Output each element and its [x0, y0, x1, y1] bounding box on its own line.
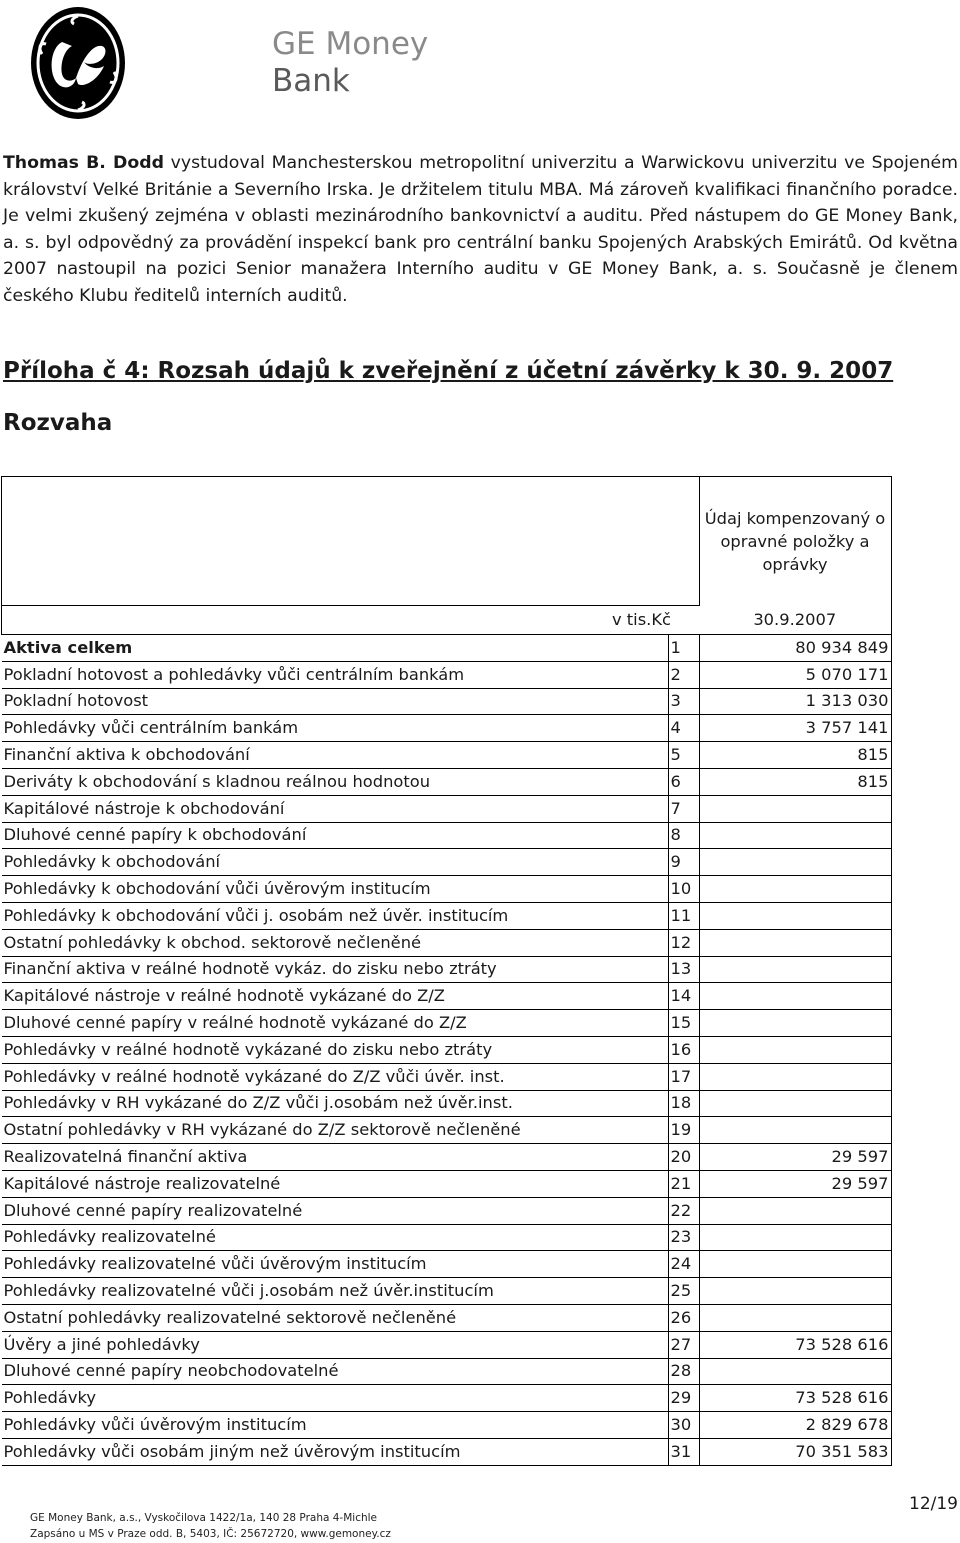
row-label: Pohledávky k obchodování vůči j. osobám než úvěr. institucím	[2, 902, 669, 929]
row-label: Ostatní pohledávky v RH vykázané do Z/Z sektorově nečleněné	[2, 1117, 669, 1144]
table-row	[2, 1331, 892, 1358]
table-row	[2, 876, 892, 903]
row-value	[699, 1304, 891, 1331]
row-number: 28	[668, 1358, 699, 1385]
row-label: Pohledávky v reálné hodnotě vykázané do Z/Z vůči úvěr. inst.	[2, 1063, 669, 1090]
section-heading: Rozvaha	[3, 410, 113, 436]
row-number: 22	[668, 1197, 699, 1224]
row-label: Pohledávky realizovatelné vůči úvěrovým institucím	[2, 1251, 669, 1278]
row-number: 1	[668, 635, 699, 662]
row-number: 27	[668, 1331, 699, 1358]
row-label: Finanční aktiva v reálné hodnotě vykáz. do zisku nebo ztráty	[2, 956, 669, 983]
table-row	[2, 1385, 892, 1412]
row-label: Kapitálové nástroje realizovatelné	[2, 1170, 669, 1197]
row-number: 2	[668, 661, 699, 688]
row-label: Pohledávky vůči centrálním bankám	[2, 715, 669, 742]
table-row	[2, 795, 892, 822]
intro-text: vystudoval Manchesterskou metropolitní univerzitu a Warwickovu univerzitu ve Spojeném království Velké Británie a Severního Irska. Je držitelem titulu MBA. Má zároveň kvalifikaci finančního poradce. Je velmi zkušený zejména v oblasti mezinárodního bankovnictví a auditu. Před nástupem do GE Money Bank, a. s. byl odpovědný za provádění inspekcí bank pro centrální banku Spojených Arabských Emirátů. Od května 2007 nastoupil na pozici Senior manažera Interního auditu v GE Money Bank, a. s. Současně je členem českého Klubu ředitelů interních auditů.	[3, 153, 958, 306]
table-unit-row	[2, 606, 892, 635]
table-row	[2, 849, 892, 876]
table-row	[2, 1036, 892, 1063]
row-label: Pohledávky vůči úvěrovým institucím	[2, 1412, 669, 1439]
row-label: Pokladní hotovost a pohledávky vůči centrálním bankám	[2, 661, 669, 688]
row-label: Dluhové cenné papíry v reálné hodnotě vykázané do Z/Z	[2, 1010, 669, 1037]
brand-line-2: Bank	[272, 63, 350, 99]
table-header-row	[2, 477, 892, 606]
row-number: 25	[668, 1278, 699, 1305]
table-row	[2, 822, 892, 849]
table-row	[2, 1251, 892, 1278]
row-value	[699, 1224, 891, 1251]
row-label: Pohledávky k obchodování	[2, 849, 669, 876]
row-value	[699, 902, 891, 929]
row-value	[699, 1197, 891, 1224]
row-label: Pohledávky realizovatelné vůči j.osobám než úvěr.institucím	[2, 1278, 669, 1305]
row-number: 4	[668, 715, 699, 742]
row-number: 15	[668, 1010, 699, 1037]
table-row	[2, 1197, 892, 1224]
row-value: 5 070 171	[699, 661, 891, 688]
row-value: 815	[699, 768, 891, 795]
row-number: 11	[668, 902, 699, 929]
row-label: Finanční aktiva k obchodování	[2, 742, 669, 769]
row-label: Kapitálové nástroje k obchodování	[2, 795, 669, 822]
appendix-heading: Příloha č 4: Rozsah údajů k zveřejnění z účetní závěrky k 30. 9. 2007	[3, 358, 894, 384]
table-row	[2, 1090, 892, 1117]
row-value	[699, 1358, 891, 1385]
row-label: Pohledávky vůči osobám jiným než úvěrovým institucím	[2, 1438, 669, 1465]
row-number: 17	[668, 1063, 699, 1090]
row-number: 16	[668, 1036, 699, 1063]
brand-line-1: GE Money	[272, 26, 429, 62]
row-number: 13	[668, 956, 699, 983]
row-label: Aktiva celkem	[2, 635, 669, 662]
row-number: 6	[668, 768, 699, 795]
table-row	[2, 1117, 892, 1144]
table-row	[2, 1412, 892, 1439]
row-number: 30	[668, 1412, 699, 1439]
table-row	[2, 983, 892, 1010]
table-row	[2, 1063, 892, 1090]
intro-paragraph	[3, 150, 958, 309]
table-row	[2, 688, 892, 715]
row-number: 21	[668, 1170, 699, 1197]
row-value: 1 313 030	[699, 688, 891, 715]
row-number: 10	[668, 876, 699, 903]
table-row	[2, 929, 892, 956]
row-number: 23	[668, 1224, 699, 1251]
table-row	[2, 635, 892, 662]
row-value: 815	[699, 742, 891, 769]
date-label: 30.9.2007	[699, 606, 891, 635]
page-number: 12/19	[909, 1494, 958, 1514]
row-label: Pokladní hotovost	[2, 688, 669, 715]
row-value	[699, 1117, 891, 1144]
row-number: 9	[668, 849, 699, 876]
row-number: 8	[668, 822, 699, 849]
row-number: 24	[668, 1251, 699, 1278]
row-value	[699, 822, 891, 849]
row-number: 19	[668, 1117, 699, 1144]
row-value	[699, 956, 891, 983]
footer-registration: Zapsáno u MS v Praze odd. B, 5403, IČ: 25672720, www.gemoney.cz	[30, 1528, 391, 1540]
row-number: 7	[668, 795, 699, 822]
row-value	[699, 1278, 891, 1305]
row-number: 18	[668, 1090, 699, 1117]
row-value: 70 351 583	[699, 1438, 891, 1465]
row-value	[699, 1036, 891, 1063]
row-value	[699, 983, 891, 1010]
row-number: 5	[668, 742, 699, 769]
row-label: Dluhové cenné papíry neobchodovatelné	[2, 1358, 669, 1385]
table-row	[2, 1304, 892, 1331]
intro-name: Thomas B. Dodd	[3, 153, 164, 173]
row-label: Dluhové cenné papíry k obchodování	[2, 822, 669, 849]
row-value: 29 597	[699, 1144, 891, 1171]
row-number: 29	[668, 1385, 699, 1412]
row-label: Ostatní pohledávky k obchod. sektorově nečleněné	[2, 929, 669, 956]
row-label: Kapitálové nástroje v reálné hodnotě vykázané do Z/Z	[2, 983, 669, 1010]
table-row	[2, 956, 892, 983]
table-row	[2, 742, 892, 769]
row-number: 14	[668, 983, 699, 1010]
row-value	[699, 876, 891, 903]
row-value: 80 934 849	[699, 635, 891, 662]
row-value	[699, 1063, 891, 1090]
row-number: 31	[668, 1438, 699, 1465]
row-value: 3 757 141	[699, 715, 891, 742]
row-value	[699, 929, 891, 956]
table-row	[2, 715, 892, 742]
header-value-label: Údaj kompenzovaný o opravné položky a oprávky	[699, 477, 891, 606]
table-row	[2, 1358, 892, 1385]
footer-address: GE Money Bank, a.s., Vyskočilova 1422/1a, 140 28 Praha 4-Michle	[30, 1512, 377, 1524]
table-row	[2, 1144, 892, 1171]
row-value: 2 829 678	[699, 1412, 891, 1439]
row-value	[699, 1251, 891, 1278]
table-row	[2, 1010, 892, 1037]
row-number: 26	[668, 1304, 699, 1331]
table-row	[2, 1224, 892, 1251]
row-label: Deriváty k obchodování s kladnou reálnou hodnotou	[2, 768, 669, 795]
footer	[30, 1510, 391, 1542]
row-label: Pohledávky v RH vykázané do Z/Z vůči j.osobám než úvěr.inst.	[2, 1090, 669, 1117]
row-value	[699, 849, 891, 876]
header-empty-cell	[2, 477, 700, 606]
row-label: Ostatní pohledávky realizovatelné sektorově nečleněné	[2, 1304, 669, 1331]
row-label: Pohledávky v reálné hodnotě vykázané do zisku nebo ztráty	[2, 1036, 669, 1063]
table-row	[2, 768, 892, 795]
row-label: Pohledávky realizovatelné	[2, 1224, 669, 1251]
row-value	[699, 1090, 891, 1117]
table-row	[2, 1170, 892, 1197]
row-label: Pohledávky	[2, 1385, 669, 1412]
row-value: 73 528 616	[699, 1385, 891, 1412]
table-row	[2, 661, 892, 688]
brand-name	[272, 26, 428, 100]
row-label: Dluhové cenné papíry realizovatelné	[2, 1197, 669, 1224]
row-number: 20	[668, 1144, 699, 1171]
row-number: 3	[668, 688, 699, 715]
row-value	[699, 1010, 891, 1037]
row-value	[699, 795, 891, 822]
table-row	[2, 1438, 892, 1465]
row-label: Úvěry a jiné pohledávky	[2, 1331, 669, 1358]
ge-logo-icon	[28, 4, 128, 122]
balance-sheet-table	[1, 476, 892, 1466]
row-number: 12	[668, 929, 699, 956]
table-row	[2, 1278, 892, 1305]
row-value: 73 528 616	[699, 1331, 891, 1358]
row-value: 29 597	[699, 1170, 891, 1197]
unit-label: v tis.Kč	[2, 606, 700, 635]
row-label: Pohledávky k obchodování vůči úvěrovým institucím	[2, 876, 669, 903]
row-label: Realizovatelná finanční aktiva	[2, 1144, 669, 1171]
table-row	[2, 902, 892, 929]
